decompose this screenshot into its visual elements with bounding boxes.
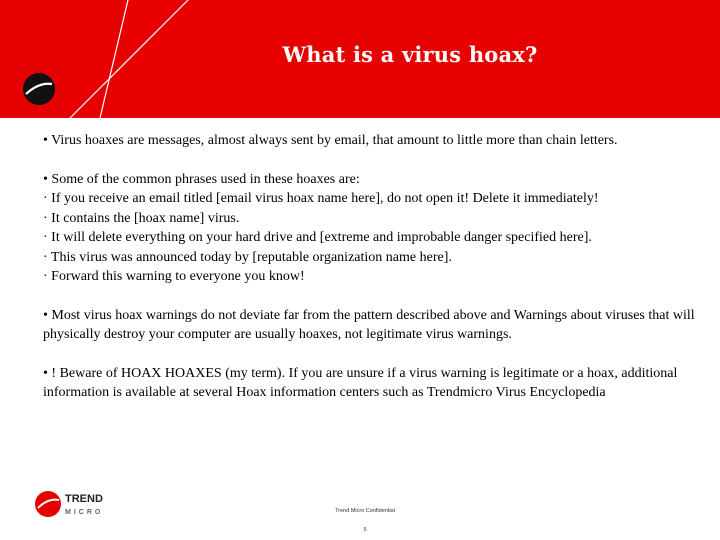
paragraph-line: • Some of the common phrases used in these hoaxes are:	[43, 171, 360, 187]
paragraph-line: • Most virus hoax warnings do not deviate far from the pattern described above and Warnings about viruses that will physically destroy your computer are usually hoaxes, not legitimate virus warnings.	[43, 307, 695, 342]
paragraph-chain-letters	[43, 131, 715, 151]
svg-text:MICRO: MICRO	[65, 509, 104, 516]
phrase-item: · It contains the [hoax name] virus.	[43, 210, 240, 226]
confidential-label: Trend Micro Confidential	[335, 508, 395, 514]
paragraph-line: • ! Beware of HOAX HOAXES (my term). If you are unsure if a virus warning is legitimate or a hoax, additional information is available at several Hoax information centers such as Trendmicro Virus Encyclopedia	[43, 365, 678, 400]
paragraph-beware	[43, 364, 715, 403]
phrase-item: · Forward this warning to everyone you know!	[43, 269, 305, 284]
phrase-item: · It will delete everything on your hard drive and [extreme and improbable danger specified here].	[43, 230, 592, 245]
slide-header	[0, 0, 720, 118]
paragraph-patterns	[43, 306, 715, 345]
title-bullet-ball-icon	[22, 72, 56, 106]
paragraph-line: • Virus hoaxes are messages, almost always sent by email, that amount to little more than chain letters.	[43, 133, 618, 148]
slide-body	[43, 131, 715, 422]
phrase-item: · This virus was announced today by [reputable organization name here].	[43, 249, 452, 265]
slide-title: What is a virus hoax?	[282, 42, 538, 67]
svg-text:TREND: TREND	[65, 493, 103, 505]
phrase-item: · If you receive an email titled [email virus hoax name here], do not open it! Delete it immediately!	[43, 191, 599, 206]
page-number: 5	[363, 527, 367, 533]
trend-micro-logo	[34, 486, 124, 522]
paragraph-common-phrases	[43, 170, 715, 287]
